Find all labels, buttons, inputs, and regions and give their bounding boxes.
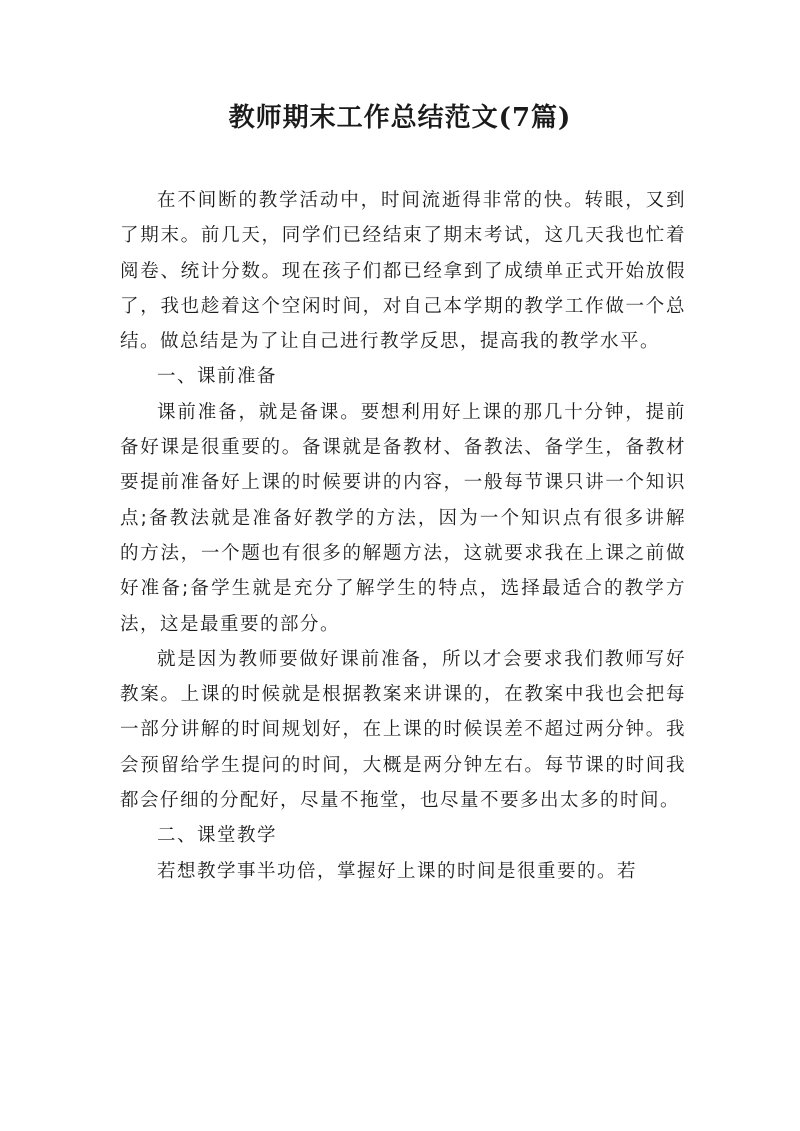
- paragraph-classroom: 若想教学事半功倍，掌握好上课的时间是很重要的。若: [157, 860, 638, 882]
- paragraph-lesson-plan: 就是因为教师要做好课前准备，所以才会要求我们教师写好教案。上课的时候就是根据教案来讲课的，在教案中我也会把每一部分讲解的时间规划好，在上课的时候误差不超过两分钟。我会预留给学生提问的时间，大概是两分钟左右。每节课的时间我都会仔细的分配好，尽量不拖堂，也尽量不要多出太多的时间。: [120, 648, 686, 812]
- paragraph-preparation: 课前准备，就是备课。要想利用好上课的那几十分钟，提前备好课是很重要的。备课就是备教材、备教法、备学生，备教材要提前准备好上课的时候要讲的内容，一般每节课只讲一个知识点;备教法就是准备好教学的方法，因为一个知识点有很多讲解的方法，一个题也有很多的解题方法，这就要求我在上课之前做好准备;备学生就是充分了解学生的特点，选择最适合的教学方法，这是最重要的部分。: [120, 401, 686, 635]
- document-body: [120, 183, 686, 889]
- section-heading-classroom: 二、课堂教学: [157, 825, 278, 847]
- section-heading-preparation: 一、课前准备: [157, 366, 278, 388]
- document-title: 教师期末工作总结范文(7篇): [228, 103, 572, 133]
- paragraph-intro: 在不间断的教学活动中，时间流逝得非常的快。转眼，又到了期末。前几天，同学们已经结束了期末考试，这几天我也忙着阅卷、统计分数。现在孩子们都已经拿到了成绩单正式开始放假了，我也趁着这个空闲时间，对自己本学期的教学工作做一个总结。做总结是为了让自己进行教学反思，提高我的教学水平。: [120, 190, 686, 353]
